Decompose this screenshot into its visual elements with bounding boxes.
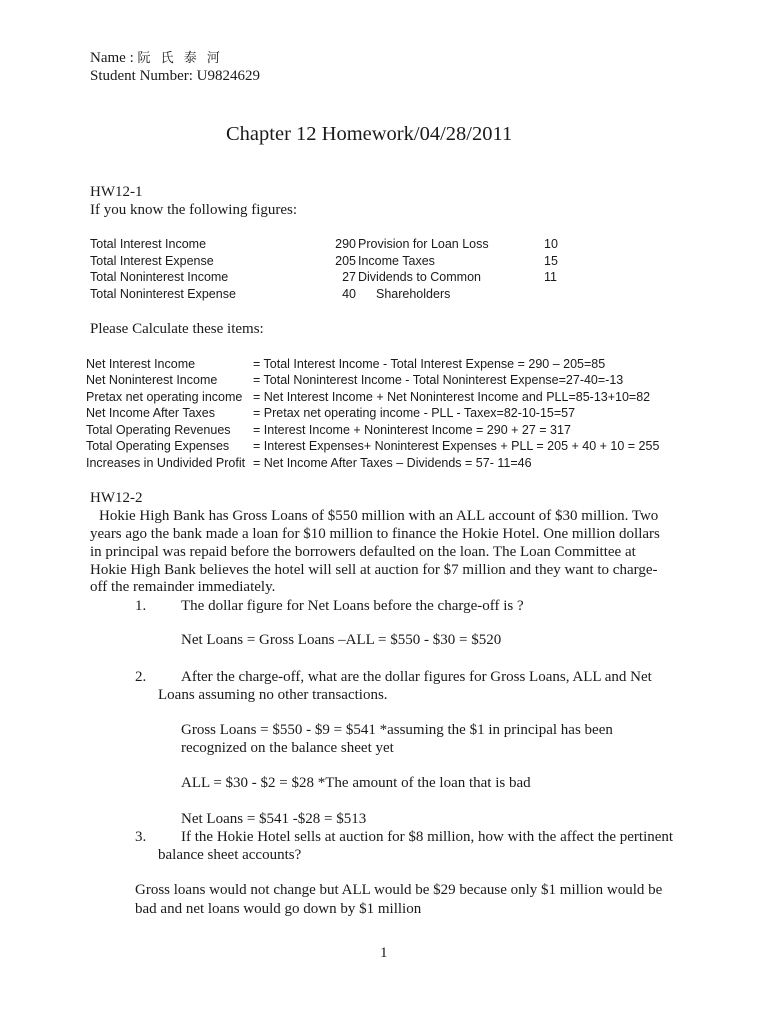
calc-label: Total Operating Expenses bbox=[86, 439, 230, 453]
name-label: Name : bbox=[90, 50, 138, 66]
figure-label: Total Interest Expense bbox=[90, 254, 214, 268]
q3-number: 3. bbox=[135, 829, 147, 845]
q3-answer-line: Gross loans would not change but ALL would be $29 because only $1 million would be bbox=[135, 882, 663, 898]
figure-label: Total Noninterest Income bbox=[90, 270, 229, 284]
hw1-heading: HW12-1 bbox=[90, 184, 143, 200]
q2-all: ALL = $30 - $2 = $28 *The amount of the loan that is bad bbox=[181, 775, 531, 791]
hw1-intro: If you know the following figures: bbox=[90, 202, 298, 218]
figure-value: 290 bbox=[335, 237, 356, 251]
paragraph-line: in principal was repaid before the borrowers defaulted on the loan. The Loan Committee at bbox=[90, 544, 636, 560]
figure-label: Provision for Loan Loss bbox=[358, 237, 489, 251]
figure-value: 10 bbox=[544, 237, 558, 251]
figure-label: Income Taxes bbox=[358, 254, 435, 268]
q2-net-loans: Net Loans = $541 -$28 = $513 bbox=[181, 811, 367, 827]
calc-label: Net Income After Taxes bbox=[86, 406, 215, 420]
paragraph-line: off the remainder immediately. bbox=[90, 579, 276, 595]
calc-label: Pretax net operating income bbox=[86, 390, 243, 404]
calc-label: Increases in Undivided Profit bbox=[86, 456, 246, 470]
q2-question-line: After the charge-off, what are the dollar figures for Gross Loans, ALL and Net bbox=[181, 669, 652, 685]
figure-label: Total Noninterest Expense bbox=[90, 287, 236, 301]
page-number: 1 bbox=[380, 945, 388, 961]
page-title: Chapter 12 Homework/04/28/2011 bbox=[226, 123, 513, 145]
calc-formula: = Pretax net operating income - PLL - Taxex=82-10-15=57 bbox=[253, 406, 576, 420]
figure-label: Dividends to Common bbox=[358, 270, 481, 284]
figure-value: 205 bbox=[335, 254, 356, 268]
q3-question-line: If the Hokie Hotel sells at auction for $8 million, how with the affect the pertinent bbox=[181, 829, 674, 845]
student-name-line bbox=[90, 49, 223, 68]
q2-question-line: Loans assuming no other transactions. bbox=[158, 687, 388, 703]
q1-answer: Net Loans = Gross Loans –ALL = $550 - $30 = $520 bbox=[181, 632, 502, 648]
paragraph-line: years ago the bank made a loan for $10 million to finance the Hokie Hotel. One million dollars bbox=[90, 526, 660, 542]
q2-gross-loans: Gross Loans = $550 - $9 = $541 *assuming the $1 in principal has been bbox=[181, 722, 613, 738]
hw2-heading: HW12-2 bbox=[90, 490, 143, 506]
q1-question: The dollar figure for Net Loans before the charge-off is ? bbox=[181, 598, 524, 614]
calc-label: Net Noninterest Income bbox=[86, 373, 218, 387]
figure-label: Total Interest Income bbox=[90, 237, 207, 251]
figure-value: 40 bbox=[342, 287, 356, 301]
calc-formula: = Interest Expenses+ Noninterest Expenses + PLL = 205 + 40 + 10 = 255 bbox=[253, 439, 660, 453]
figure-value: 15 bbox=[544, 254, 558, 268]
calc-formula: = Total Noninterest Income - Total Noninterest Expense=27-40=-13 bbox=[253, 373, 624, 387]
q1-number: 1. bbox=[135, 598, 147, 614]
figure-label: Shareholders bbox=[376, 287, 451, 301]
paragraph-line: Hokie High Bank has Gross Loans of $550 million with an ALL account of $30 million. Two bbox=[99, 508, 659, 524]
calc-label: Net Interest Income bbox=[86, 357, 196, 371]
q2-number: 2. bbox=[135, 669, 147, 685]
calc-formula: = Net Interest Income + Net Noninterest Income and PLL=85-13+10=82 bbox=[253, 390, 651, 404]
name-value: 阮 氏 泰 河 bbox=[137, 51, 223, 66]
q2-gross-loans-note: recognized on the balance sheet yet bbox=[181, 740, 394, 756]
q3-answer-line: bad and net loans would go down by $1 million bbox=[135, 901, 422, 917]
student-number: Student Number: U9824629 bbox=[90, 68, 260, 84]
q3-question-line: balance sheet accounts? bbox=[158, 847, 302, 863]
calc-formula: = Total Interest Income - Total Interest Expense = 290 – 205=85 bbox=[253, 357, 606, 371]
calc-formula: = Net Income After Taxes – Dividends = 57- 11=46 bbox=[253, 456, 532, 470]
paragraph-line: Hokie High Bank believes the hotel will sell at auction for $7 million and they want to charge- bbox=[90, 562, 658, 578]
figure-value: 11 bbox=[544, 270, 557, 284]
calc-label: Total Operating Revenues bbox=[86, 423, 231, 437]
calc-formula: = Interest Income + Noninterest Income = 290 + 27 = 317 bbox=[253, 423, 571, 437]
calc-prompt: Please Calculate these items: bbox=[90, 321, 264, 337]
figure-value: 27 bbox=[342, 270, 356, 284]
